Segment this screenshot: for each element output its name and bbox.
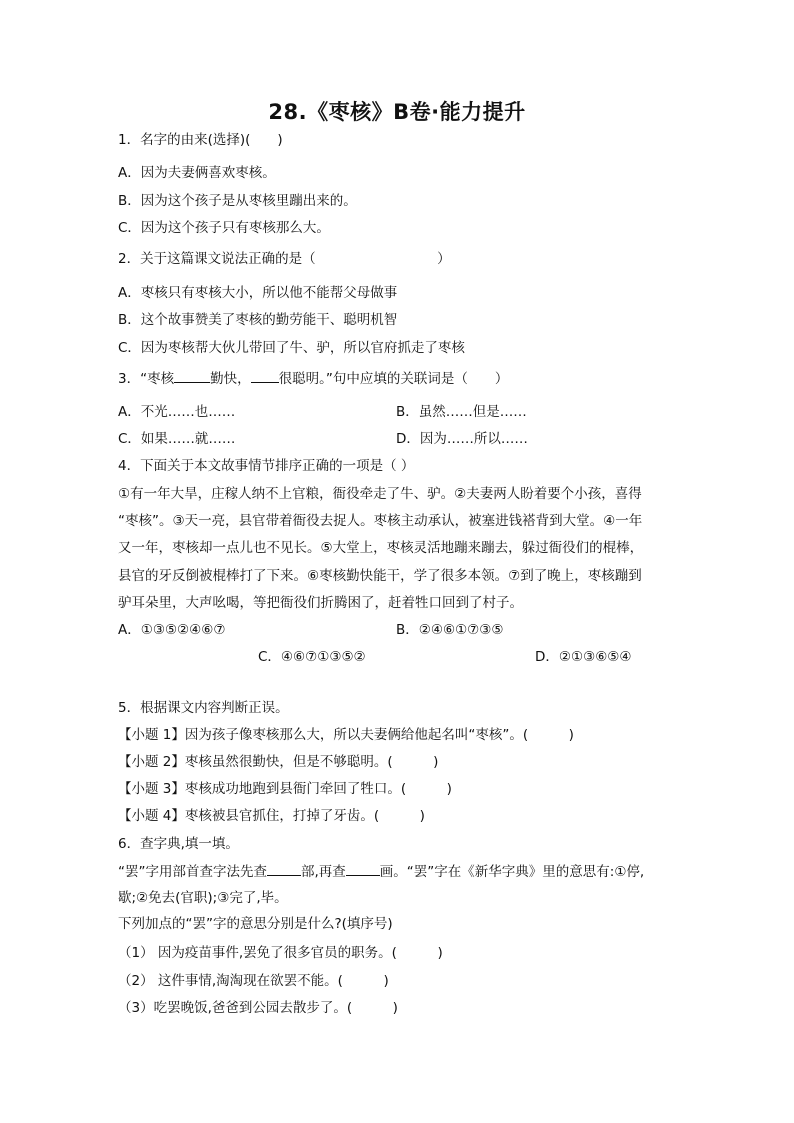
q4-option-c: C．④⑥⑦①③⑤② xyxy=(258,649,366,665)
q5-subquestion-1: 【小题 1】因为孩子像枣核那么大，所以夫妻俩给他起名叫“枣核”。( ) xyxy=(118,727,574,743)
q4-passage-line-4: 县官的牙反倒被棍棒打了下来。⑥枣核勤快能干，学了很多本领。⑦到了晚上，枣核蹦到 xyxy=(118,568,642,584)
q6-stem: 6．查字典,填一填。 xyxy=(118,836,239,852)
q4-passage-line-3: 又一年，枣核却一点儿也不见长。⑤大堂上，枣核灵活地蹦来蹦去，躲过衙役们的棍棒， xyxy=(118,540,644,556)
q6-line-1-part2: 部,再查 xyxy=(301,864,346,880)
q1-option-b: B．因为这个孩子是从枣核里蹦出来的。 xyxy=(118,193,357,209)
q6-line-3: 下列加点的“罢”字的意思分别是什么?(填序号) xyxy=(118,916,393,932)
q4-passage-line-1: ①有一年大旱，庄稼人纳不上官粮，衙役牵走了牛、驴。②夫妻两人盼着要个小孩，喜得 xyxy=(118,486,642,502)
q6-item-1: （1） 因为疫苗事件,罢免了很多官员的职务。( ) xyxy=(118,945,443,961)
q4-option-a: A．①③⑤②④⑥⑦ xyxy=(118,622,226,638)
q3-blank-1 xyxy=(174,368,210,383)
q4-stem: 4．下面关于本文故事情节排序正确的一项是（ ） xyxy=(118,458,415,474)
q3-stem-part3: 很聪明。”句中应填的关联词是（ ） xyxy=(278,371,509,387)
q2-stem: 2．关于这篇课文说法正确的是（ ） xyxy=(118,251,451,267)
q6-item-3: （3）吃罢晚饭,爸爸到公园去散步了。( ) xyxy=(118,1000,398,1016)
q3-option-b: B．虽然……但是…… xyxy=(396,404,527,420)
q6-line-1 xyxy=(118,861,644,882)
q1-option-a: A．因为夫妻俩喜欢枣核。 xyxy=(118,165,276,181)
q6-blank-strokes xyxy=(346,861,380,876)
page-title: 28.《枣核》B卷·能力提升 xyxy=(268,100,526,124)
q3-blank-2 xyxy=(251,368,279,383)
q6-line-2: 歇;②免去(官职);③完了,毕。 xyxy=(118,890,288,906)
q1-stem: 1．名字的由来(选择)( ) xyxy=(118,132,283,148)
q3-option-c: C．如果……就…… xyxy=(118,431,236,447)
q6-blank-radical xyxy=(267,861,301,876)
q3-stem-part2: 勤快， xyxy=(210,371,251,387)
q6-line-1-part1: “罢”字用部首查字法先查 xyxy=(118,864,267,880)
q1-option-c: C．因为这个孩子只有枣核那么大。 xyxy=(118,220,330,236)
q3-option-d: D．因为……所以…… xyxy=(396,431,528,447)
q4-passage-line-5: 驴耳朵里，大声吆喝，等把衙役们折腾困了，赶着牲口回到了村子。 xyxy=(118,595,523,611)
q5-subquestion-2: 【小题 2】枣核虽然很勤快，但是不够聪明。( ) xyxy=(118,754,439,770)
q5-subquestion-4: 【小题 4】枣核被县官抓住，打掉了牙齿。( ) xyxy=(118,808,425,824)
q4-option-b: B．②④⑥①⑦③⑤ xyxy=(396,622,504,638)
q3-option-a: A．不光……也…… xyxy=(118,404,236,420)
q3-stem xyxy=(118,368,508,389)
q2-option-b: B．这个故事赞美了枣核的勤劳能干、聪明机智 xyxy=(118,312,398,328)
q5-subquestion-3: 【小题 3】枣核成功地跑到县衙门牵回了牲口。( ) xyxy=(118,781,452,797)
q6-line-1-part3: 画。“罢”字在《新华字典》里的意思有:①停, xyxy=(379,864,645,880)
q2-option-c: C．因为枣核帮大伙儿带回了牛、驴，所以官府抓走了枣核 xyxy=(118,340,465,356)
q4-passage-line-2: “枣核”。③天一亮，县官带着衙役去捉人。枣核主动承认，被塞进钱褡背到大堂。④一年 xyxy=(118,513,643,529)
q3-stem-part1: 3．“枣核 xyxy=(118,371,175,387)
q2-option-a: A．枣核只有枣核大小，所以他不能帮父母做事 xyxy=(118,285,398,301)
q5-stem: 5．根据课文内容判断正误。 xyxy=(118,700,289,716)
q6-item-2: （2） 这件事情,淘淘现在欲罢不能。( ) xyxy=(118,973,389,989)
q4-option-d: D．②①③⑥⑤④ xyxy=(535,649,632,665)
